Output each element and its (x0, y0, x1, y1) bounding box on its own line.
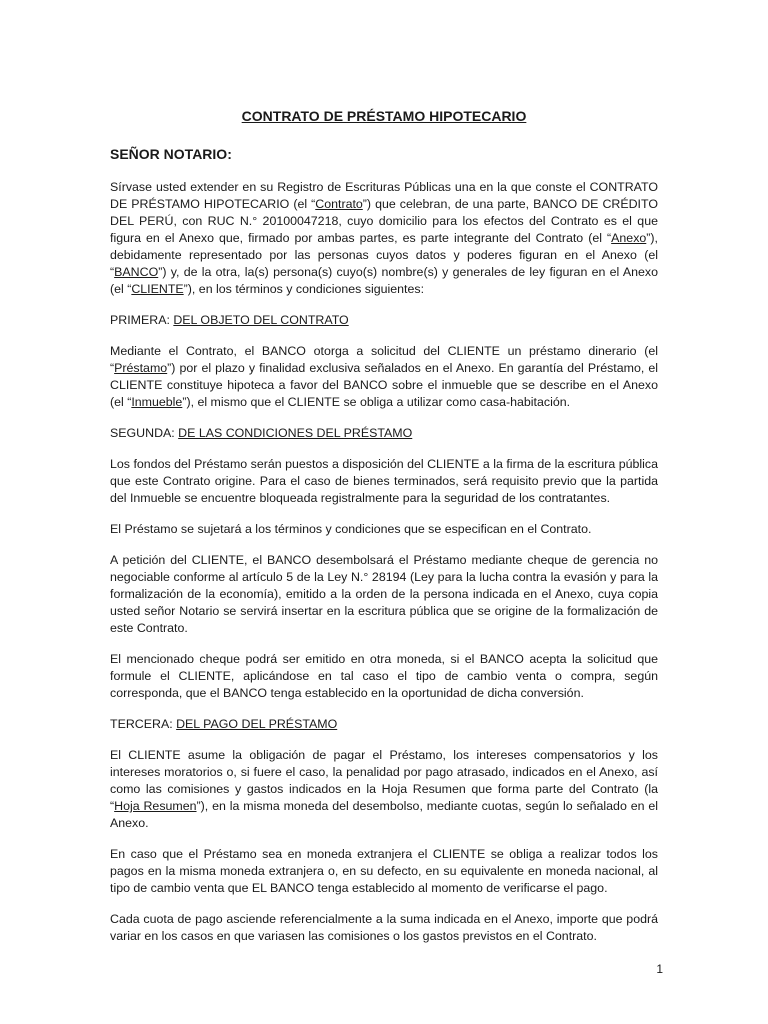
salutation: SEÑOR NOTARIO: (110, 146, 232, 162)
clause-label: PRIMERA: (110, 313, 174, 327)
clause-heading-segunda (110, 425, 658, 442)
term-prestamo: Préstamo (114, 361, 168, 375)
term-cliente: CLIENTE (131, 282, 184, 296)
intro-paragraph (110, 179, 658, 298)
clause3-paragraph-2: En caso que el Préstamo sea en moneda extranjera el CLIENTE se obliga a realizar todos los pagos en la misma moneda extranjera o, en su defecto, en su equivalente en moneda nacional, al tipo de cambio venta que EL BANCO tenga establecido al momento de verificarse el pago. (110, 847, 658, 895)
intro-text-2: ”) que celebran, de una parte, BANCO DE CRÉDITO DEL PERÚ, con RUC N.° 20100047218, cuyo domicilio para los efectos del Contrato es el que figura en el Anexo que, firmado por ambas partes, es parte integrante del Contrato (el “ (110, 197, 658, 245)
term-inmueble: Inmueble (131, 395, 183, 409)
clause2-paragraph-2: El Préstamo se sujetará a los términos y condiciones que se especifican en el Contrato. (110, 522, 592, 536)
clause-title: DEL PAGO DEL PRÉSTAMO (176, 717, 338, 731)
term-contrato: Contrato (315, 197, 363, 211)
intro-text-4: ”) y, de la otra, la(s) persona(s) cuyo(s) nombre(s) y generales de ley figuran en el Anexo (el “ (110, 265, 658, 296)
clause-label: SEGUNDA: (110, 426, 179, 440)
clause3-paragraph-1 (110, 747, 658, 832)
term-anexo: Anexo (611, 231, 647, 245)
page-number: 1 (656, 962, 663, 976)
intro-text-1: Sírvase usted extender en su Registro de Escrituras Públicas una en la que conste el CONTRATO DE PRÉSTAMO HIPOTECARIO (el “ (110, 180, 658, 211)
clause3-text-2: ”), en la misma moneda del desembolso, mediante cuotas, según lo señalado en el Anexo. (110, 799, 658, 830)
term-hoja-resumen: Hoja Resumen (114, 799, 197, 813)
clause2-paragraph-4: El mencionado cheque podrá ser emitido en otra moneda, si el BANCO acepta la solicitud que formule el CLIENTE, aplicándose en tal caso el tipo de cambio venta o compra, según corresponda, que el BANCO tenga establecido en la oportunidad de dicha conversión. (110, 652, 658, 700)
clause3-paragraph-3: Cada cuota de pago asciende referencialmente a la suma indicada en el Anexo, importe que podrá variar en los casos en que variasen las comisiones o los gastos previstos en el Contrato. (110, 912, 658, 943)
clause-label: TERCERA: (110, 717, 177, 731)
intro-text-5: ”), en los términos y condiciones siguientes: (183, 282, 425, 296)
clause-title: DEL OBJETO DEL CONTRATO (173, 313, 349, 327)
term-banco: BANCO (114, 265, 159, 279)
clause1-paragraph (110, 343, 658, 411)
document-title: CONTRATO DE PRÉSTAMO HIPOTECARIO (241, 108, 527, 124)
clause-heading-primera (110, 312, 658, 329)
clause1-text-2: ”) por el plazo y finalidad exclusiva señalados en el Anexo. En garantía del Préstamo, el CLIENTE constituye hipoteca a favor del BANCO sobre el inmueble que se describe en el Anexo (el “ (110, 361, 658, 409)
clause1-text-3: ”), el mismo que el CLIENTE se obliga a utilizar como casa-habitación. (182, 395, 571, 409)
clause-title: DE LAS CONDICIONES DEL PRÉSTAMO (178, 426, 413, 440)
intro-text-3: ”), debidamente representado por las personas cuyos datos y poderes figuran en el Anexo (el “ (110, 231, 658, 279)
clause2-paragraph-1: Los fondos del Préstamo serán puestos a disposición del CLIENTE a la firma de la escritura pública que este Contrato origine. Para el caso de bienes terminados, será requisito previo que la partida del Inmueble se encuentre bloqueada registralmente para la seguridad de los contratantes. (110, 457, 658, 505)
clause3-text-1: El CLIENTE asume la obligación de pagar el Préstamo, los intereses compensatorios y los intereses moratorios o, si fuere el caso, la penalidad por pago atrasado, indicados en el Anexo, así como las comisiones y gastos indicados en la Hoja Resumen que forma parte del Contrato (la “ (110, 748, 658, 813)
clause2-paragraph-3: A petición del CLIENTE, el BANCO desembolsará el Préstamo mediante cheque de gerencia no negociable conforme al artículo 5 de la Ley N.° 28194 (Ley para la lucha contra la evasión y para la formalización de la economía), emitido a la orden de la persona indicada en el Anexo, cuya copia usted señor Notario se servirá insertar en la escritura pública que se origine de la formalización de este Contrato. (110, 553, 658, 635)
clause-heading-tercera (110, 716, 658, 733)
clause1-text-1: Mediante el Contrato, el BANCO otorga a solicitud del CLIENTE un préstamo dinerario (el “ (110, 344, 658, 375)
